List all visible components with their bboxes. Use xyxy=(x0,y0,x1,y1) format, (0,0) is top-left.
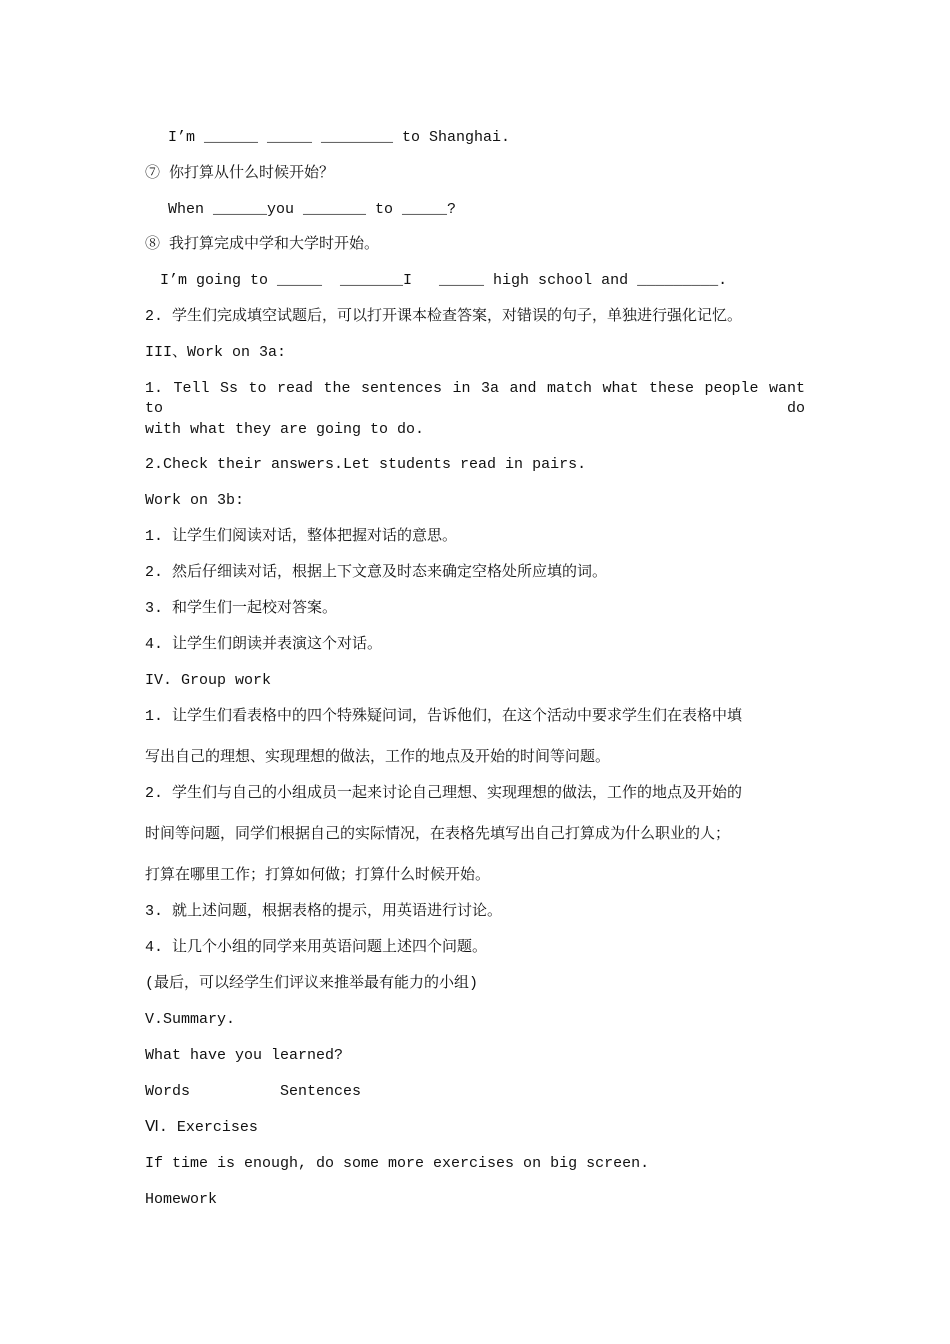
text-line: (最后，可以经学生们评议来推举最有能力的小组) xyxy=(145,975,479,992)
text-line: I’m ______ _____ ________ to Shanghai. xyxy=(168,129,511,146)
text-line: When ______you _______ to _____? xyxy=(168,201,457,218)
text-line: 打算在哪里工作；打算如何做；打算什么时候开始。 xyxy=(145,867,491,884)
text-line: If time is enough, do some more exercises on big screen. xyxy=(145,1155,650,1172)
section-heading: Homework xyxy=(145,1191,218,1208)
section-heading: V.Summary. xyxy=(145,1011,236,1028)
text-line: I’m going to _____ _______I _____ high school and _________. xyxy=(160,272,728,289)
text-line: 2. 学生们与自己的小组成员一起来讨论自己理想、实现理想的做法，工作的地点及开始的 xyxy=(145,785,743,802)
text-line: Words Sentences xyxy=(145,1083,362,1100)
text-line: ⑦ 你打算从什么时候开始？ xyxy=(145,165,335,182)
text-line: 2.Check their answers.Let students read in pairs. xyxy=(145,456,587,473)
text-line: 3. 就上述问题，根据表格的提示，用英语进行讨论。 xyxy=(145,903,503,920)
text-line: 时间等问题，同学们根据自己的实际情况，在表格先填写出自己打算成为什么职业的人； xyxy=(145,826,731,843)
section-heading: IV. Group work xyxy=(145,672,272,689)
text-line: 1. Tell Ss to read the sentences in 3a and match what these people want to do xyxy=(145,380,805,417)
text-line: 2. 学生们完成填空试题后，可以打开课本检查答案，对错误的句子，单独进行强化记忆。 xyxy=(145,308,743,325)
text-line: 写出自己的理想、实现理想的做法，工作的地点及开始的时间等问题。 xyxy=(145,749,611,766)
section-heading: III、Work on 3a: xyxy=(145,344,287,361)
text-line: 4. 让学生们朗读并表演这个对话。 xyxy=(145,636,383,653)
section-heading: Ⅵ. Exercises xyxy=(145,1119,258,1136)
text-line: What have you learned? xyxy=(145,1047,344,1064)
text-line: 1. 让学生们看表格中的四个特殊疑问词，告诉他们，在这个活动中要求学生们在表格中填 xyxy=(145,708,743,725)
text-line: 1. 让学生们阅读对话，整体把握对话的意思。 xyxy=(145,528,458,545)
text-line: 3. 和学生们一起校对答案。 xyxy=(145,600,338,617)
text-line: ⑧ 我打算完成中学和大学时开始。 xyxy=(145,236,380,253)
text-line: 4. 让几个小组的同学来用英语问题上述四个问题。 xyxy=(145,939,488,956)
text-line: with what they are going to do. xyxy=(145,421,425,438)
section-heading: Work on 3b: xyxy=(145,492,245,509)
text-line: 2. 然后仔细读对话，根据上下文意及时态来确定空格处所应填的词。 xyxy=(145,564,608,581)
